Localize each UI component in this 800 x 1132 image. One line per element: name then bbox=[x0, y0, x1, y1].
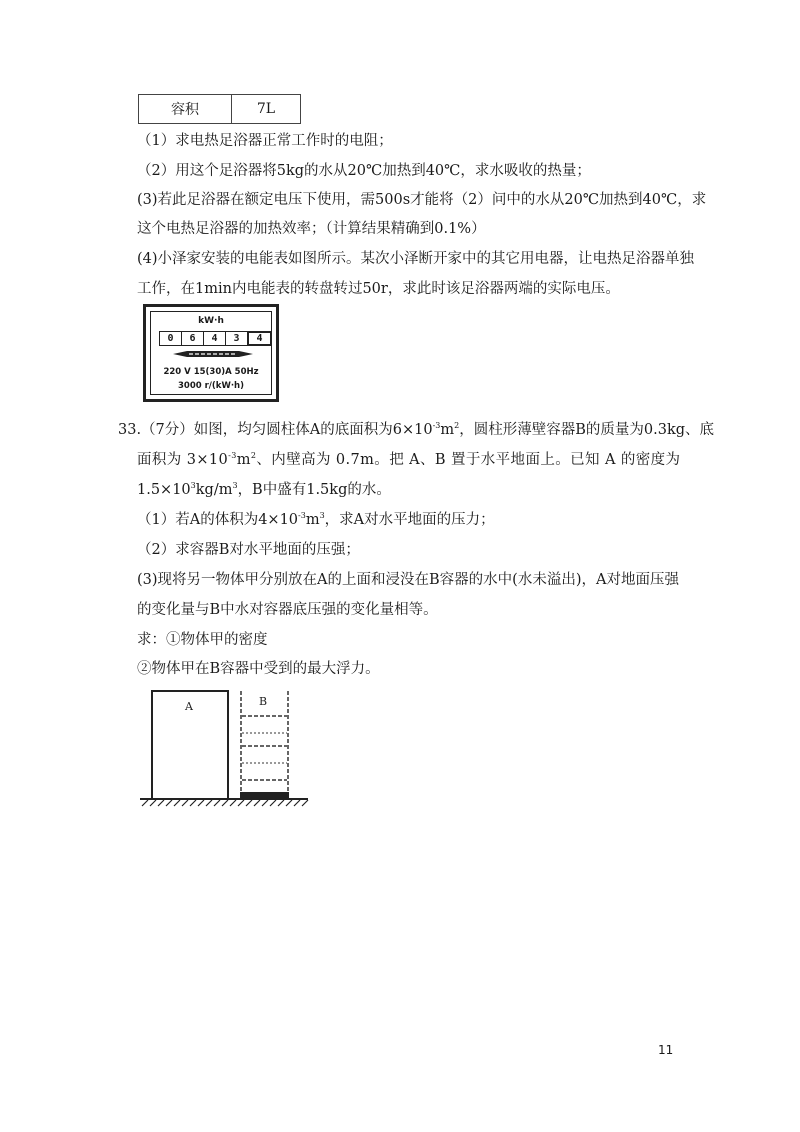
q33-text: ，求A对水平地面的压力； bbox=[324, 512, 495, 528]
q33-text: kg/m bbox=[195, 482, 233, 498]
q33-text: ，B中盛有1.5kg的水。 bbox=[237, 482, 391, 498]
q33-exponent: 2 bbox=[454, 421, 460, 430]
meter-unit-label: kW·h bbox=[198, 316, 224, 326]
q33-part2: （2）求容器B对水平地面的压强； bbox=[137, 542, 360, 558]
q33-text: 、内壁高为 0.7m。把 A、B 置于水平地面上。已知 A 的密度为 bbox=[256, 452, 681, 468]
q33-ask2: ②物体甲在B容器中受到的最大浮力。 bbox=[137, 661, 380, 677]
q33-ask: 求：①物体甲的密度 bbox=[137, 632, 268, 648]
meter-spec-line1: 220 V 15(30)A 50Hz bbox=[163, 367, 259, 377]
meter-panel bbox=[150, 311, 272, 395]
q33-part1 bbox=[137, 510, 495, 530]
q33-part3-line2: 的变化量与B中水对容器底压强的变化量相等。 bbox=[137, 602, 438, 618]
q33-exponent: 3 bbox=[232, 481, 238, 490]
q33-line1 bbox=[118, 420, 714, 440]
q33-text: （1）若A的体积为4×10 bbox=[137, 512, 299, 528]
q32-part4-line2: 工作，在1min内电能表的转盘转过50r，求此时该足浴器两端的实际电压。 bbox=[137, 281, 620, 297]
meter-digit: 0 bbox=[159, 331, 182, 346]
q33-text: m bbox=[440, 422, 455, 438]
q33-text: ，圆柱形薄壁容器B的质量为0.3kg、底 bbox=[459, 422, 715, 438]
page-number: 11 bbox=[658, 1043, 674, 1057]
q32-part3-line1: (3)若此足浴器在额定电压下使用，需500s才能将（2）问中的水从20℃加热到40℃，求 bbox=[137, 192, 707, 208]
spec-value-cell: 7L bbox=[232, 95, 301, 124]
label-b: B bbox=[259, 695, 268, 708]
q33-text: 33.（7分）如图，均匀圆柱体A的底面积为6×10 bbox=[118, 422, 433, 438]
q33-text: m bbox=[305, 512, 320, 528]
meter-digit: 4 bbox=[203, 331, 226, 346]
meter-spec-line2: 3000 r/(kW·h) bbox=[178, 381, 244, 391]
spec-label-cell: 容积 bbox=[139, 95, 232, 124]
q33-exponent: 2 bbox=[250, 451, 257, 460]
table-row bbox=[139, 95, 301, 124]
q32-part3-line2: 这个电热足浴器的加热效率；（计算结果精确到0.1%） bbox=[137, 221, 486, 237]
meter-digit: 3 bbox=[225, 331, 248, 346]
q33-exponent: 3 bbox=[190, 481, 196, 490]
meter-digit: 6 bbox=[181, 331, 204, 346]
spec-table bbox=[138, 94, 301, 124]
q33-text: m bbox=[236, 452, 251, 468]
electric-meter-figure bbox=[143, 304, 279, 402]
meter-disc-icon bbox=[173, 350, 253, 358]
q33-exponent: -3 bbox=[298, 511, 306, 520]
q32-part2: （2）用这个足浴器将5kg的水从20℃加热到40℃，求水吸收的热量； bbox=[137, 163, 591, 179]
cylinder-container-figure bbox=[140, 688, 310, 808]
q33-line3 bbox=[137, 480, 391, 500]
q33-exponent: -3 bbox=[432, 421, 441, 430]
meter-digits bbox=[159, 331, 271, 346]
q32-part4-line1: (4)小泽家安装的电能表如图所示。某次小泽断开家中的其它用电器，让电热足浴器单独 bbox=[137, 251, 695, 267]
label-a: A bbox=[185, 700, 193, 713]
ground-hatch bbox=[140, 799, 308, 806]
q33-part3-line1: (3)现将另一物体甲分别放在A的上面和浸没在B容器的水中(水未溢出)，A对地面压强 bbox=[137, 572, 679, 588]
q33-line2 bbox=[137, 450, 680, 470]
meter-digit-decimal: 4 bbox=[247, 331, 272, 346]
q32-part1: （1）求电热足浴器正常工作时的电阻； bbox=[137, 133, 393, 149]
q33-text: 1.5×10 bbox=[137, 482, 191, 498]
q33-text: 面积为 3×10 bbox=[137, 452, 229, 468]
q33-exponent: 3 bbox=[319, 511, 325, 520]
q33-exponent: -3 bbox=[228, 451, 237, 460]
